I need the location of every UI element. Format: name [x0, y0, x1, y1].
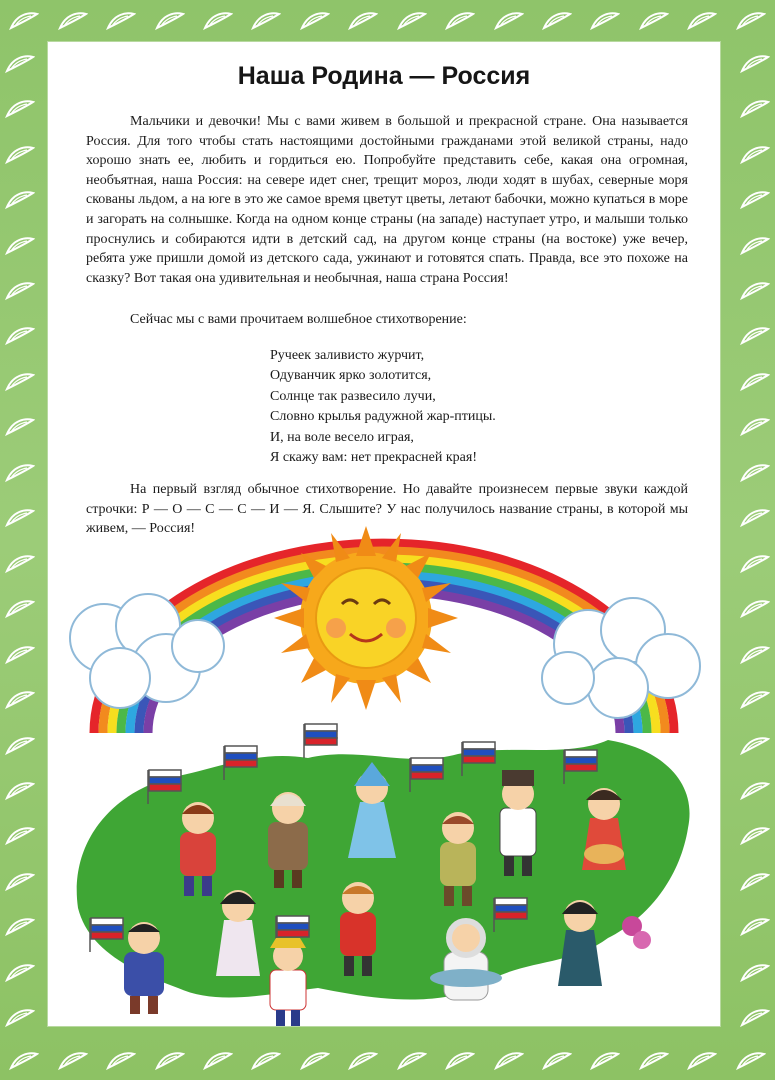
leaf-ornament-icon — [5, 278, 35, 302]
poem-line: И, на воле весело играя, — [270, 429, 414, 445]
leaf-ornament-icon — [5, 596, 35, 620]
leaf-ornament-icon — [155, 8, 185, 32]
leaf-ornament-icon — [5, 778, 35, 802]
leaf-ornament-icon — [740, 778, 770, 802]
leaf-ornament-icon — [740, 369, 770, 393]
sun — [274, 526, 458, 710]
border-top — [0, 0, 775, 40]
leaf-ornament-icon — [106, 1048, 136, 1072]
poem — [270, 346, 650, 468]
border-right — [735, 40, 775, 1040]
leaf-ornament-icon — [5, 823, 35, 847]
leaf-ornament-icon — [300, 1048, 330, 1072]
leaf-ornament-icon — [155, 1048, 185, 1072]
leaf-ornament-icon — [5, 733, 35, 757]
leaf-ornament-icon — [5, 869, 35, 893]
leaf-ornament-icon — [5, 1005, 35, 1029]
leaf-ornament-icon — [740, 823, 770, 847]
leaf-ornament-icon — [494, 1048, 524, 1072]
illustration — [48, 518, 720, 1026]
leaf-ornament-icon — [5, 142, 35, 166]
leaf-ornament-icon — [5, 369, 35, 393]
content-sheet — [48, 42, 720, 1026]
child-figure — [582, 788, 626, 870]
leaf-ornament-icon — [5, 960, 35, 984]
leaf-ornament-icon — [740, 51, 770, 75]
page-title: Наша Родина — Россия — [237, 62, 531, 90]
leaf-ornament-icon — [58, 8, 88, 32]
leaf-ornament-icon — [251, 8, 281, 32]
leaf-ornament-icon — [9, 1048, 39, 1072]
leaf-ornament-icon — [639, 1048, 669, 1072]
leaf-ornament-icon — [740, 960, 770, 984]
leaf-ornament-icon — [5, 460, 35, 484]
leaf-ornament-icon — [542, 1048, 572, 1072]
leaf-ornament-icon — [740, 687, 770, 711]
leaf-ornament-icon — [5, 233, 35, 257]
conclusion-paragraph: На первый взгляд обычное стихотворение. Но давайте произнесем первые звуки каждой строчки: Р — О — С — С — И — Я. Слышите? У нас получилось название страны, в которой мы живем, — Россия! — [86, 482, 688, 537]
leaf-ornament-icon — [740, 414, 770, 438]
leaf-ornament-icon — [5, 687, 35, 711]
leaf-ornament-icon — [203, 8, 233, 32]
leaf-ornament-icon — [740, 187, 770, 211]
leaf-ornament-icon — [687, 8, 717, 32]
leaf-ornament-icon — [740, 642, 770, 666]
leaf-ornament-icon — [736, 1048, 766, 1072]
leaf-ornament-icon — [445, 8, 475, 32]
leaf-ornament-icon — [740, 323, 770, 347]
poem-line: Я скажу вам: нет прекрасней края! — [270, 450, 477, 466]
child-figure — [270, 938, 306, 1026]
border-left — [0, 40, 40, 1040]
leaf-ornament-icon — [740, 96, 770, 120]
leaf-ornament-icon — [740, 1005, 770, 1029]
leaf-ornament-icon — [5, 551, 35, 575]
poem-line: Ручеек заливисто журчит, — [270, 348, 425, 363]
leaf-ornament-icon — [740, 551, 770, 575]
leaf-ornament-icon — [251, 1048, 281, 1072]
leaf-ornament-icon — [639, 8, 669, 32]
leaf-ornament-icon — [740, 596, 770, 620]
leaf-ornament-icon — [542, 8, 572, 32]
leaf-ornament-icon — [740, 278, 770, 302]
poem-lead-paragraph: Сейчас мы с вами прочитаем волшебное стихотворение: — [130, 312, 467, 327]
leaf-ornament-icon — [397, 8, 427, 32]
leaf-ornament-icon — [740, 233, 770, 257]
leaf-ornament-icon — [348, 1048, 378, 1072]
leaf-ornament-icon — [740, 914, 770, 938]
intro-paragraph: Мальчики и девочки! Мы с вами живем в большой и прекрасной стране. Она называется Россия. Для того чтобы стать настоящими достойными гражданами этой великой страны, надо хорошо знать ее, любить и гордиться ею. Попробуйте представить себе, какая она огромная, необъятная, наша Россия: на севере идет снег, трещит мороз, люди ходят в шубах, северные моря скованы льдом, а на юге в это же самое время цветут цветы, летают бабочки, можно купаться в море и загорать на солнышке. Когда на одном конце страны (на западе) наступает утро, и малыши только проснулись и собираются идти в детский сад, на другом конце страны (на востоке) уже вечер, ребята уже пришли домой из детского сада, ужинают и готовятся спать. Правда, все это похоже на сказку? Вот такая она удивительная и необычная, наша страна Россия! — [86, 114, 688, 286]
leaf-ornament-icon — [494, 8, 524, 32]
leaf-ornament-icon — [590, 1048, 620, 1072]
leaf-ornament-icon — [203, 1048, 233, 1072]
leaf-ornament-icon — [5, 505, 35, 529]
leaf-ornament-icon — [5, 323, 35, 347]
leaf-ornament-icon — [58, 1048, 88, 1072]
leaf-ornament-icon — [5, 642, 35, 666]
leaf-ornament-icon — [397, 1048, 427, 1072]
border-bottom — [0, 1040, 775, 1080]
leaf-ornament-icon — [740, 460, 770, 484]
leaf-ornament-icon — [590, 8, 620, 32]
child-figure — [216, 890, 260, 976]
leaf-ornament-icon — [5, 96, 35, 120]
flag — [304, 724, 337, 758]
poem-line: Солнце так развесило лучи, — [270, 388, 436, 404]
leaf-ornament-icon — [740, 505, 770, 529]
poem-line: Словно крылья радужной жар-птицы. — [270, 409, 496, 425]
leaf-ornament-icon — [687, 1048, 717, 1072]
leaf-ornament-icon — [5, 51, 35, 75]
leaf-ornament-icon — [348, 8, 378, 32]
poem-line: Одуванчик ярко золотится, — [270, 368, 432, 384]
leaf-ornament-icon — [740, 733, 770, 757]
leaf-ornament-icon — [5, 414, 35, 438]
leaf-ornament-icon — [736, 8, 766, 32]
leaf-ornament-icon — [5, 187, 35, 211]
leaf-ornament-icon — [300, 8, 330, 32]
leaf-ornament-icon — [5, 914, 35, 938]
leaf-ornament-icon — [740, 142, 770, 166]
child-figure — [124, 922, 164, 1014]
leaf-ornament-icon — [740, 869, 770, 893]
leaf-ornament-icon — [445, 1048, 475, 1072]
leaf-ornament-icon — [106, 8, 136, 32]
leaf-ornament-icon — [9, 8, 39, 32]
